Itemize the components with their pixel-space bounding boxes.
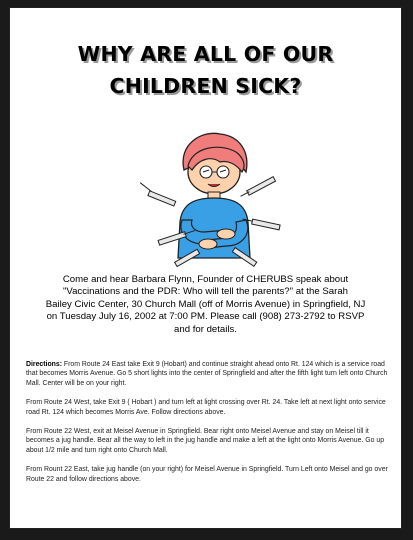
- flyer-page: [10, 8, 401, 528]
- directions-label: Directions:: [26, 361, 62, 368]
- sick-child-with-syringes-icon: [122, 126, 292, 268]
- route24-east-text: From Route 24 East take Exit 9 (Hobart) and continue straight ahead onto Rt. 124 which is a service road that becomes Morris Avenue. Go 5 short lights into the center of Springfield and after the fifth light turn left onto Church Mall. Center will be on your right.: [26, 361, 388, 387]
- intro-line-1: Come and hear Barbara Flynn, Founder of CHERUBS speak about: [62, 274, 349, 285]
- intro-line-5: and for details.: [174, 323, 237, 335]
- headline-line-1: WHY ARE ALL OF OUR: [77, 42, 334, 66]
- directions-route24-east: [26, 360, 390, 388]
- directions-route22-west: From Route 22 West, exit at Meisel Avenue in Springfield. Bear right onto Meisel Avenue and stay on Meisel till it becomes a jug handle. Bear all the way to left in the jug handle and make a left at the light onto Morris Avenue. Go up about 1/2 mile and turn right onto Church Mall.: [26, 428, 385, 454]
- event-announcement: [22, 274, 389, 336]
- intro-line-4: on Tuesday July 16, 2002 at 7:00 PM. Please call (908) 273-2792 to RSVP: [46, 311, 365, 323]
- directions-route22-east: From Rount 22 East, take jug handle (on your right) for Meisel Avenue in Springfield. Turn Left onto Meisel and go over Route 22 and follow directions above.: [26, 466, 388, 483]
- headline-line-2: CHILDREN SICK?: [109, 74, 302, 98]
- headline: [10, 38, 401, 102]
- intro-line-2: "Vaccinations and the PDR: Who will tell the parents?" at the Sarah: [62, 286, 348, 298]
- intro-line-3: Bailey Civic Center, 30 Church Mall (off of Morris Avenue) in Springfield, NJ: [45, 298, 366, 310]
- directions-route24-west: From Route 24 West, take Exit 9 ( Hobart ) and turn left at light crossing over Rt. 24. Take left at next light onto service road Rt. 124 which becomes Morris Ave. Follow directions above.: [26, 399, 386, 416]
- directions-section: [26, 360, 390, 494]
